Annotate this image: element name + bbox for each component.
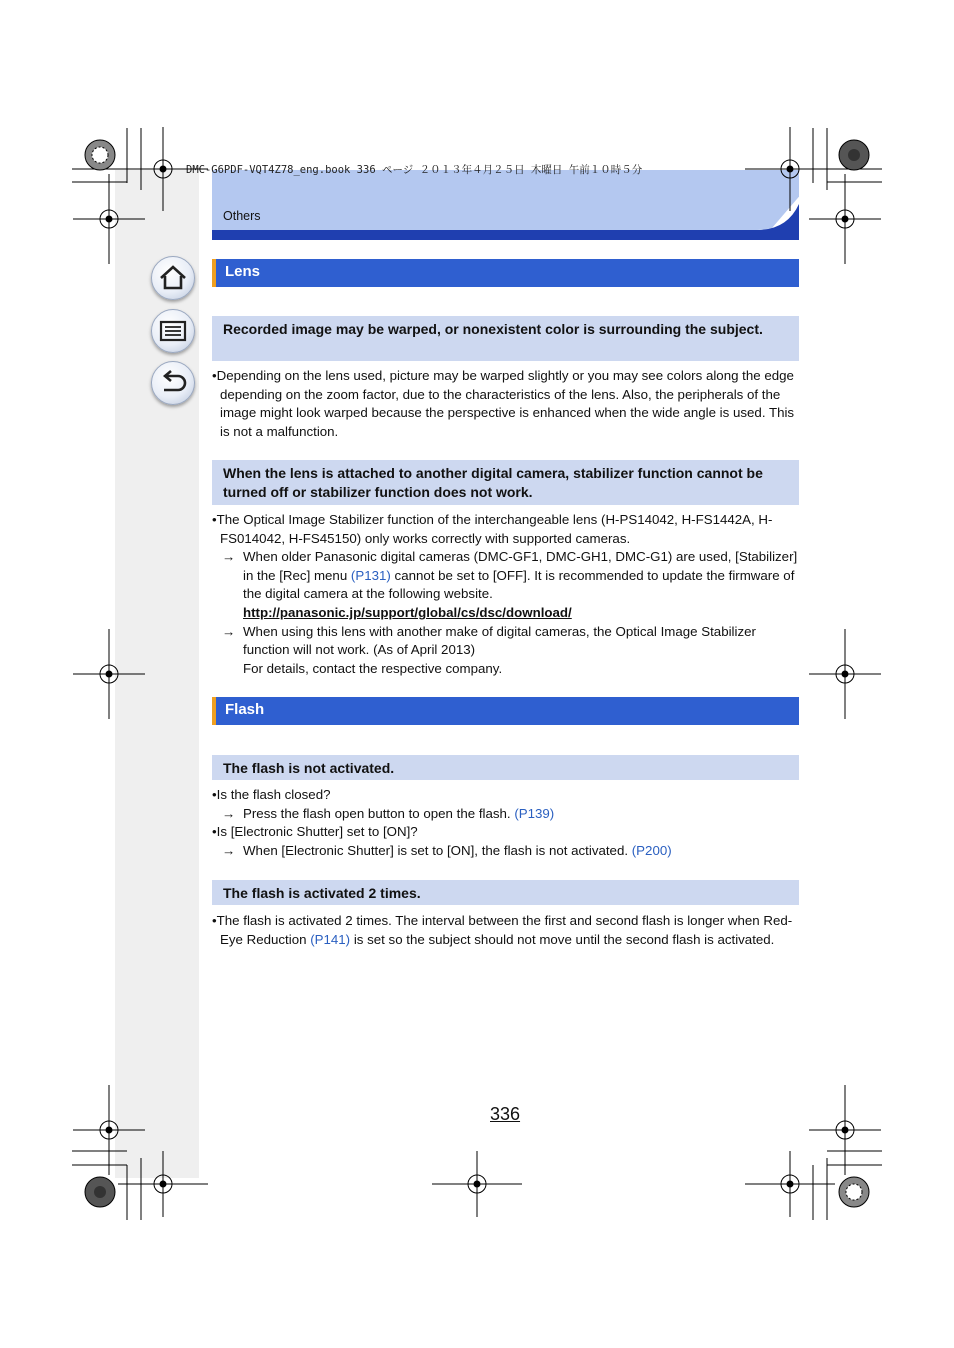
- section-label: Others: [223, 209, 261, 223]
- question-warped-image: Recorded image may be warped, or nonexistent color is surrounding the subject.: [212, 316, 799, 361]
- return-arrow-icon: [152, 362, 194, 404]
- section-title-lens: Lens: [225, 263, 261, 280]
- section-title-flash: Flash: [225, 701, 265, 718]
- question-flash-twice: The flash is activated 2 times.: [212, 880, 799, 905]
- section-bar-lens: [212, 259, 799, 287]
- list-item: •Is [Electronic Shutter] set to [ON]?: [212, 824, 418, 840]
- section-bar-flash: [212, 697, 799, 725]
- list-item: → When [Electronic Shutter] is set to [ON], the flash is not activated. (P200): [222, 842, 672, 858]
- menu-list-icon: [152, 310, 194, 352]
- page-link-p131[interactable]: (P131): [350, 567, 391, 583]
- page-link-p200[interactable]: (P200): [631, 842, 672, 858]
- back-button[interactable]: [151, 361, 195, 405]
- list-item: → When using this lens with another make of digital cameras, the Optical Image Stabilizer function will not work. (As of April 2013) For details, contact the respective company.: [222, 623, 756, 676]
- list-item: → When older Panasonic digital cameras (DMC-GF1, DMC-GH1, DMC-G1) are used, [Stabilizer] in the [Rec] menu (P131) cannot be set to [OFF]. It is recommended to update the firmware of the digital camera at the following website. http://panasonic.jp/support/global/cs/dsc/download/: [222, 549, 798, 620]
- question-stabilizer: When the lens is attached to another digital camera, stabilizer function cannot be turned off or stabilizer function does not work.: [212, 460, 799, 505]
- answer-flash-twice: [212, 912, 802, 949]
- list-item: → Press the flash open button to open the flash. (P139): [222, 805, 555, 821]
- answer-stabilizer: [212, 511, 802, 678]
- list-item: •Depending on the lens used, picture may be warped slightly or you may see colors along the edge depending on the zoom factor, due to the characteristics of the lens. Also, the peripherals of the image might look warped because the perspective is enhanced when the wide angle is used. This is not a malfunction.: [212, 368, 795, 439]
- list-item: •The flash is activated 2 times. The interval between the first and second flash is longer when Red-Eye Reduction (P141) is set so the subject should not move until the second flash is activated.: [212, 913, 793, 947]
- home-button[interactable]: [151, 256, 195, 300]
- menu-button[interactable]: [151, 309, 195, 353]
- home-icon: [152, 257, 194, 299]
- answer-flash-not-activated: [212, 786, 802, 860]
- list-item: •Is the flash closed?: [212, 787, 331, 802]
- page-link-p139[interactable]: (P139): [514, 805, 555, 821]
- answer-warped-image: [212, 367, 802, 441]
- question-flash-not-activated: The flash is not activated.: [212, 755, 799, 780]
- print-info: DMC-G6PDF-VQT4Z78_eng.book 336 ページ ２０１３年４月２５日 木曜日 午前１０時５分: [186, 164, 643, 176]
- page-link-p141[interactable]: (P141): [310, 931, 351, 947]
- firmware-url-link[interactable]: http://panasonic.jp/support/global/cs/dsc/download/: [243, 604, 572, 620]
- list-item: •The Optical Image Stabilizer function of the interchangeable lens (H-PS14042, H-FS1442A, H-FS014042, H-FS45150) only works correctly with supported cameras.: [212, 512, 773, 546]
- page-number: 336: [490, 1104, 521, 1124]
